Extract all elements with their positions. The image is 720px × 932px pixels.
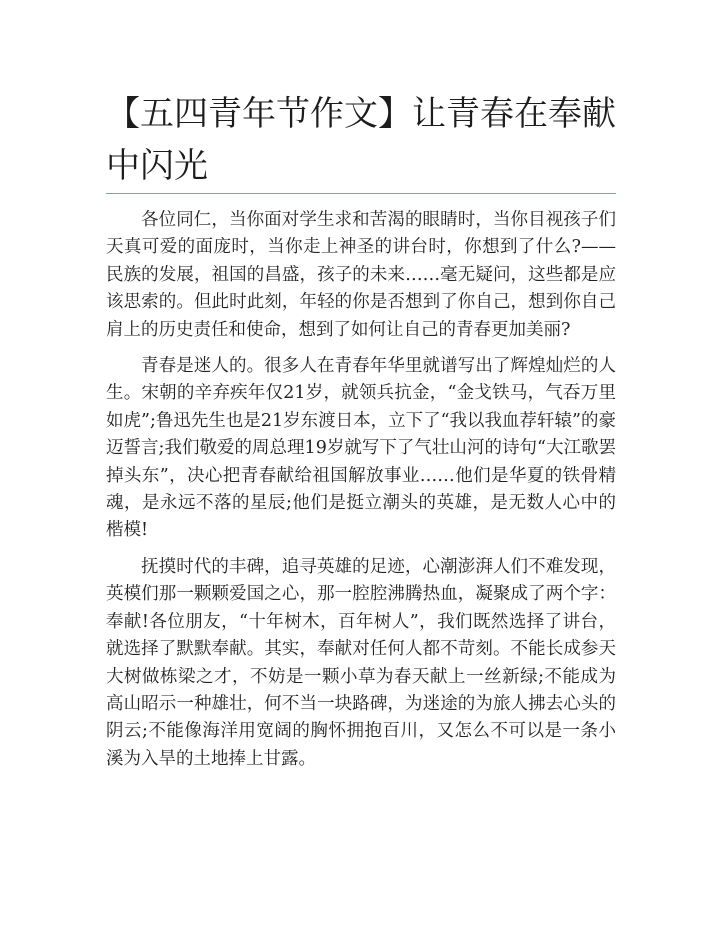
document-title: 【五四青年节作文】让青春在奉献中闪光 [106,94,616,186]
paragraph-3: 抚摸时代的丰碑，追寻英雄的足迹，心潮澎湃人们不难发现，英模们那一颗颗爱国之心，那一腔腔沸腾热血，凝聚成了两个字：奉献!各位朋友，“十年树木，百年树人”，我们既然选择了讲台，就选择了默默奉献。其实，奉献对任何人都不苛刻。不能长成参天大树做栋梁之才，不妨是一颗小草为春天献上一丝新绿;不能成为高山昭示一种雄壮，何不当一块路碑，为迷途的为旅人拂去心头的阴云;不能像海洋用宽阔的胸怀拥抱百川，又怎么不可以是一条小溪为入旱的土地捧上甘露。 [106,556,616,769]
paragraph-1: 各位同仁，当你面对学生求和苦渴的眼睛时，当你目视孩子们天真可爱的面庞时，当你走上神圣的讲台时，你想到了什么?——民族的发展，祖国的昌盛，孩子的未来……毫无疑问，这些都是应该思索的。但此时此刻，年轻的你是否想到了你自己，想到你自己肩上的历史责任和使命，想到了如何让自己的青春更加美丽? [106,210,616,340]
paragraph-2: 青春是迷人的。很多人在青春年华里就谱写出了辉煌灿烂的人生。宋朝的辛弃疾年仅21岁，就领兵抗金，“金戈铁马，气吞万里如虎”;鲁迅先生也是21岁东渡日本，立下了“我以我血荐轩辕”的豪迈誓言;我们敬爱的周总理19岁就写下了气壮山河的诗句“大江歌罢掉头东”，决心把青春献给祖国解放事业……他们是华夏的铁骨精魂，是永远不落的星辰;他们是挺立潮头的英雄，是无数人心中的楷模! [106,356,617,541]
title-underline-divider [106,193,616,194]
document-body [106,207,616,782]
